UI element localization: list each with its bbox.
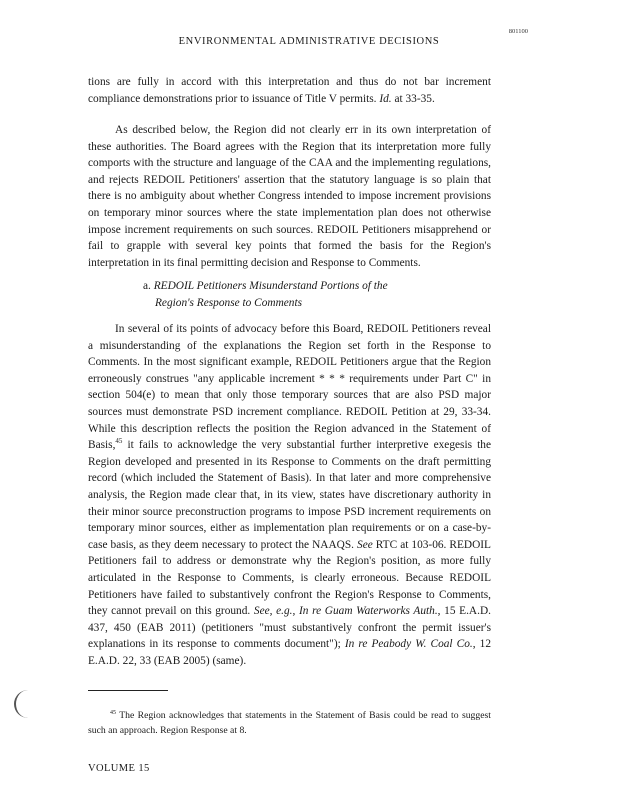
footnote-reference[interactable]: 45	[115, 437, 123, 446]
footnote-divider	[88, 690, 168, 691]
subheading-line-2: Region's Response to Comments	[155, 296, 303, 309]
paragraph-3	[88, 321, 491, 669]
p3-part-4: , 15 E.A.D. 437, 450 (EAB 2011) (petitioners "must substantively confront the permit issuer's explanations in its response to comments document");	[88, 605, 491, 651]
subheading-line-1: REDOIL Petitioners Misunderstand Portions of the	[153, 280, 388, 292]
paragraph-2	[88, 122, 491, 271]
page-stamp: 801100	[508, 28, 528, 35]
paragraph-1-text: tions are fully in accord with this interpretation and thus do not bar increment compliance demonstrations prior to issuance of Title V permits.	[88, 76, 491, 105]
footnote	[88, 709, 491, 738]
p3-part-2: it fails to acknowledge the very substantial further interpretive exegesis the Region developed and presented in its Response to Comments on the draft permitting record (which included the Statement of Basis). In that later and more comprehensive analysis, the Region made clear that, in its view, states have discretionary authority in their minor source preconstruction programs to impose PSD increment requirements on temporary minor sources, either as implementation plan requirements or on a case-by-case basis, as they deem necessary to protect the NAAQS.	[88, 439, 491, 551]
scan-artifact-mark	[14, 690, 36, 718]
citation-tail: at 33-35.	[394, 92, 435, 105]
p3-part-5: , 12 E.A.D. 22, 33 (EAB 2005) (same).	[88, 638, 492, 667]
case-citation-peabody: In re Peabody W. Coal Co.	[344, 638, 473, 651]
running-header: ENVIRONMENTAL ADMINISTRATIVE DECISIONS	[178, 36, 440, 47]
paragraph-continuation	[88, 74, 491, 107]
volume-footer: VOLUME 15	[88, 763, 150, 774]
see-signal: See	[357, 538, 373, 551]
p3-part-3: RTC at 103-06. REDOIL Petitioners fail to address or demonstrate why the Region's position, as more fully articulated in the Response to Comments, is clearly erroneous. Because REDOIL Petitioners have failed to substantively confront the Region's Response to Comments, they cannot prevail on this ground.	[88, 538, 491, 618]
footnote-text: The Region acknowledges that statements in the Statement of Basis could be read to suggest such an approach. Region Response at 8.	[88, 710, 492, 736]
paragraph-2-text: As described below, the Region did not clearly err in its own interpretation of these authorities. The Board agrees with the Region that its interpretation more fully comports with the structure and language of the CAA and the implementing regulations, and rejects REDOIL Petitioners' assertion that the statutory language is so plain that there is no ambiguity about whether Congress intended to impose increment provisions on temporary minor sources where the state implementation plan does not otherwise impose increment requirements on such sources. REDOIL Petitioners misapprehend or fail to grapple with several key points that formed the basis for the Region's interpretation in its final permitting decision and Response to Comments.	[88, 124, 491, 269]
subheading-marker: a.	[143, 280, 151, 292]
subheading	[143, 278, 443, 311]
citation-id: Id.	[379, 92, 392, 105]
case-citation-guam: See, e.g., In re Guam Waterworks Auth.	[253, 605, 438, 618]
p3-part-1: In several of its points of advocacy before this Board, REDOIL Petitioners reveal a misunderstanding of the explanations the Region set forth in the Response to Comments. In the most significant example, REDOIL Petitioners argue that the Region erroneously construes "any applicable increment * * * requirements under Part C" in section 504(e) to mean that only those temporary sources that are also PSD major sources must demonstrate PSD increment compliance. REDOIL Petition at 29, 33-34. While this description reflects the position the Region advanced in the Statement of Basis,	[88, 323, 491, 452]
footnote-number: 45	[110, 709, 116, 716]
